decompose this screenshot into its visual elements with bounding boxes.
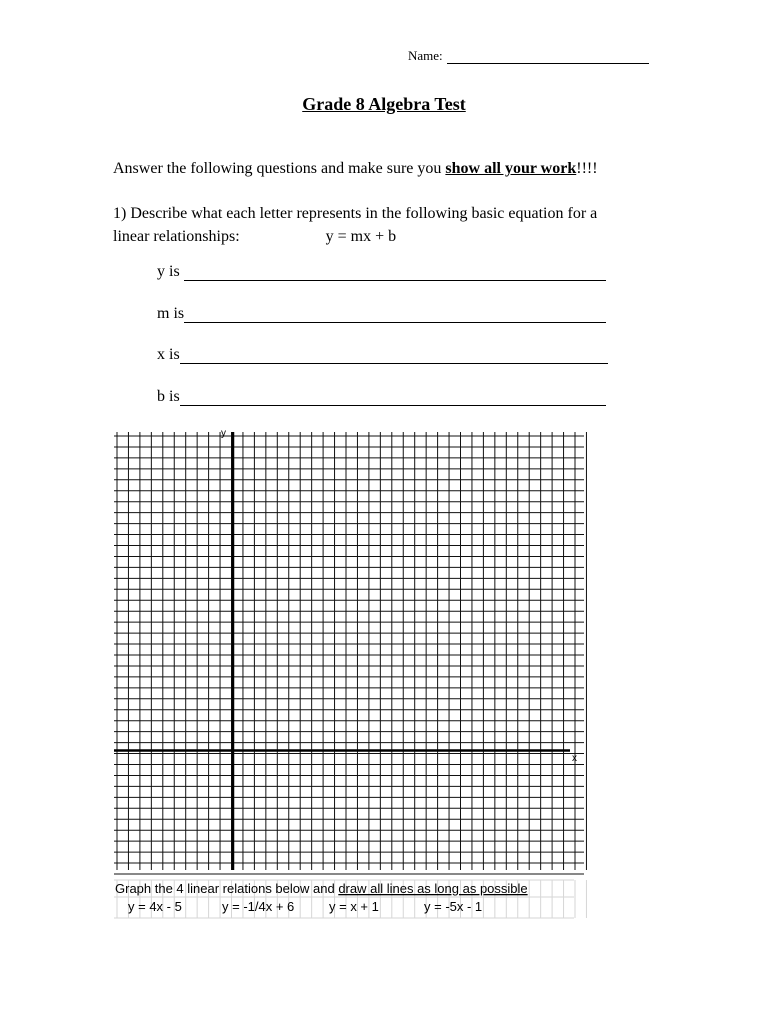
answer-blank-x[interactable] xyxy=(180,349,608,364)
answer-blank-b[interactable] xyxy=(180,391,606,406)
question-1-line-2-prefix: linear relationships: xyxy=(113,228,240,245)
graph-grid[interactable] xyxy=(114,428,594,920)
y-axis-label: y xyxy=(221,428,226,439)
answer-label-x: x is xyxy=(157,346,180,363)
question-1-line-1: 1) Describe what each letter represents in the following basic equation for a xyxy=(113,205,598,222)
question-1 xyxy=(113,202,597,248)
instructions xyxy=(113,160,598,178)
answer-label-y: y is xyxy=(157,263,180,280)
answer-row-b xyxy=(157,388,606,406)
answer-blank-m[interactable] xyxy=(184,308,606,323)
answer-row-m xyxy=(157,305,606,323)
graph-area xyxy=(114,428,594,925)
instructions-suffix: !!!! xyxy=(576,160,598,177)
equation-1: y = 4x - 5 xyxy=(128,899,182,914)
instructions-prefix: Answer the following questions and make sure you xyxy=(113,160,446,177)
page-title: Grade 8 Algebra Test xyxy=(302,94,466,114)
graph-instruction: Graph the 4 linear relations below and draw all lines as long as possible xyxy=(115,881,528,896)
answer-row-x xyxy=(157,346,608,364)
equation-4: y = -5x - 1 xyxy=(424,899,483,914)
equation-2: y = -1/4x + 6 xyxy=(222,899,295,914)
name-label: Name: xyxy=(408,48,443,63)
answer-row-y xyxy=(157,263,606,281)
answer-label-b: b is xyxy=(157,388,180,405)
name-field[interactable] xyxy=(408,48,649,64)
x-axis-label: x xyxy=(572,753,577,764)
question-1-line-2 xyxy=(113,225,597,248)
fine-grid-lines xyxy=(114,432,586,874)
instructions-emphasis: show all your work xyxy=(445,160,577,177)
name-blank-line[interactable] xyxy=(447,49,649,64)
equation-3: y = x + 1 xyxy=(329,899,379,914)
answer-label-m: m is xyxy=(157,305,185,322)
question-1-equation: y = mx + b xyxy=(325,228,397,245)
answer-blank-y[interactable] xyxy=(184,266,606,281)
